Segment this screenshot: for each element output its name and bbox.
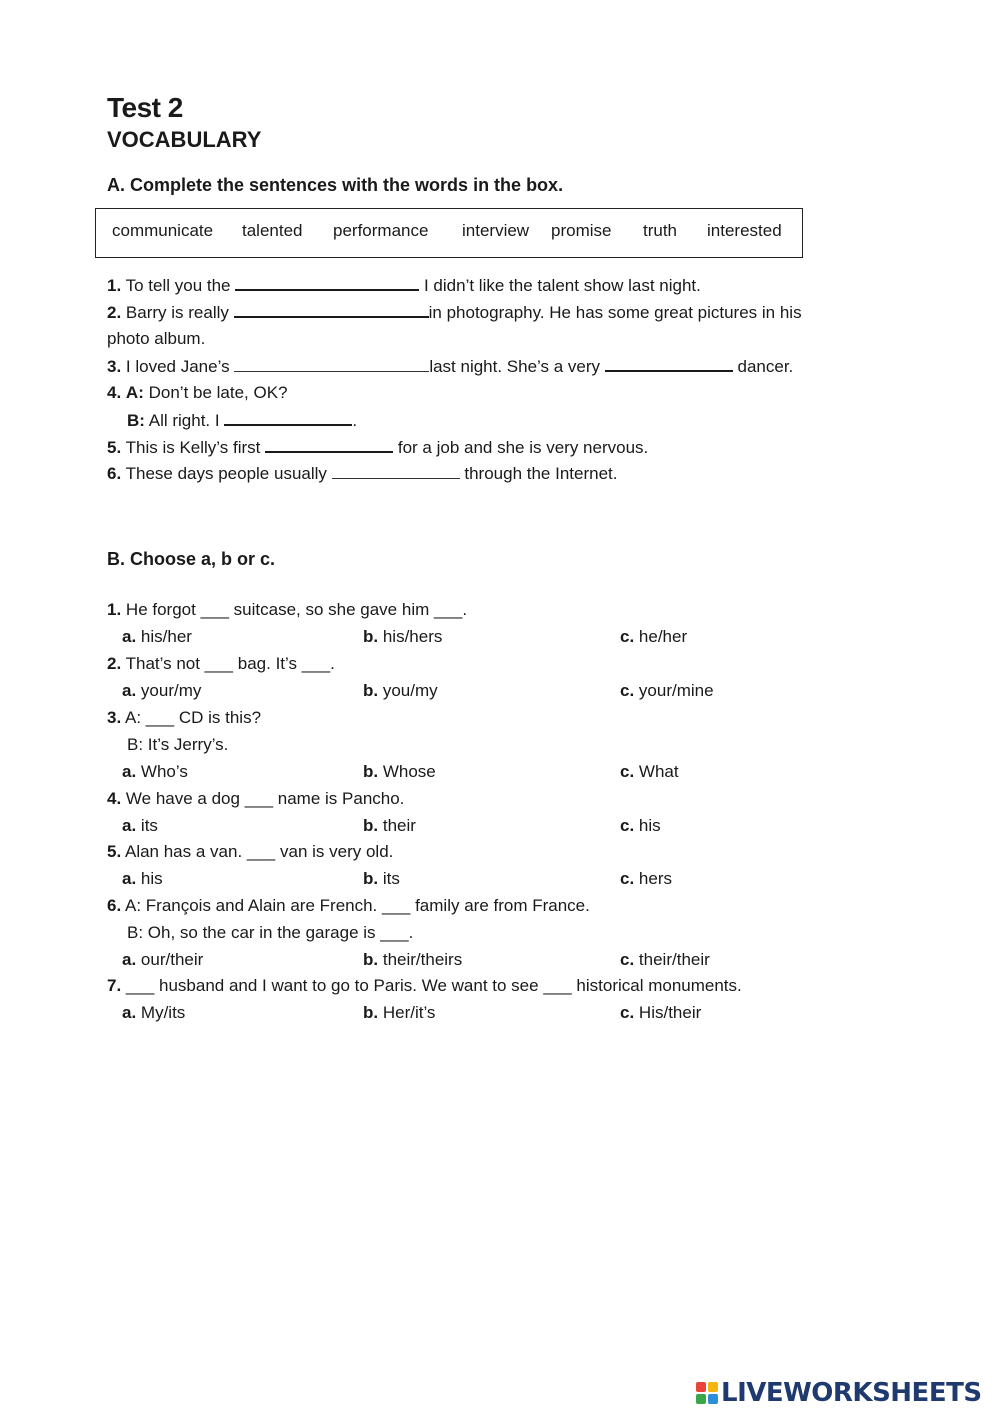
option-c[interactable]: c. What <box>620 762 679 781</box>
option-b[interactable]: b. their <box>363 816 416 835</box>
sentence-a3: 3. I loved Jane’s last night. She’s a very dancer. <box>107 357 794 376</box>
word-box-item: truth <box>643 221 678 240</box>
option-b[interactable]: b. Whose <box>363 762 436 781</box>
option-a[interactable]: a. our/their <box>122 950 204 969</box>
liveworksheets-logo <box>696 1378 982 1408</box>
option-b[interactable]: b. his/hers <box>363 627 443 646</box>
option-b[interactable]: b. their/theirs <box>363 950 463 969</box>
sentence-a6: 6. These days people usually through the Internet. <box>107 464 618 483</box>
option-c[interactable]: c. hers <box>620 869 672 888</box>
option-a[interactable]: a. his <box>122 869 163 888</box>
page-title: Test 2 <box>107 92 183 123</box>
answer-blank[interactable] <box>265 437 393 453</box>
word-box-item: promise <box>551 221 612 240</box>
question-5: 5. Alan has a van. ___ van is very old. <box>107 842 394 861</box>
sentence-a2: 2. Barry is really in photography. He has some great pictures in his <box>107 303 802 322</box>
question-3: 3. A: ___ CD is this? <box>107 708 262 727</box>
answer-blank[interactable] <box>224 410 352 426</box>
sentence-a2-continued: photo album. <box>107 329 206 348</box>
answer-blank[interactable] <box>234 302 429 318</box>
option-b[interactable]: b. Her/it’s <box>363 1003 436 1022</box>
option-a[interactable]: a. its <box>122 816 158 835</box>
answer-blank[interactable] <box>235 275 419 291</box>
question-3-line-b: B: It’s Jerry’s. <box>127 735 229 754</box>
answer-blank[interactable] <box>332 464 460 479</box>
option-a[interactable]: a. your/my <box>122 681 202 700</box>
word-box-item: communicate <box>112 221 214 240</box>
word-box-item: interview <box>462 221 530 240</box>
answer-blank[interactable] <box>605 356 733 372</box>
option-a[interactable]: a. Who’s <box>122 762 188 781</box>
option-b[interactable]: b. you/my <box>363 681 438 700</box>
question-6-line-b: B: Oh, so the car in the garage is ___. <box>127 923 414 942</box>
section-b-heading: B. Choose a, b or c. <box>107 549 276 569</box>
option-c[interactable]: c. their/their <box>620 950 710 969</box>
brand-name: LIVEWORKSHEETS <box>721 1378 982 1408</box>
sentence-a1: 1. To tell you the I didn’t like the talent show last night. <box>107 276 701 295</box>
option-a[interactable]: a. My/its <box>122 1003 186 1022</box>
question-2: 2. That’s not ___ bag. It’s ___. <box>107 654 335 673</box>
question-1: 1. He forgot ___ suitcase, so she gave him ___. <box>107 600 468 619</box>
page-subtitle: VOCABULARY <box>107 127 262 152</box>
liveworksheets-logo-icon <box>696 1382 718 1404</box>
sentence-a5: 5. This is Kelly’s first for a job and she is very nervous. <box>107 438 649 457</box>
option-c[interactable]: c. His/their <box>620 1003 702 1022</box>
option-b[interactable]: b. its <box>363 869 400 888</box>
word-box-item: talented <box>242 221 303 240</box>
sentence-a4-line-a: 4. A: Don’t be late, OK? <box>107 383 288 402</box>
option-a[interactable]: a. his/her <box>122 627 192 646</box>
section-a-heading: A. Complete the sentences with the words in the box. <box>107 175 564 195</box>
word-box-item: interested <box>707 221 782 240</box>
option-c[interactable]: c. he/her <box>620 627 688 646</box>
option-c[interactable]: c. your/mine <box>620 681 714 700</box>
word-box-item: performance <box>333 221 429 240</box>
sentence-a4-line-b: B: All right. I . <box>127 411 358 430</box>
question-6: 6. A: François and Alain are French. ___ family are from France. <box>107 896 590 915</box>
question-4: 4. We have a dog ___ name is Pancho. <box>107 789 405 808</box>
option-c[interactable]: c. his <box>620 816 661 835</box>
question-7: 7. ___ husband and I want to go to Paris. We want to see ___ historical monuments. <box>107 976 742 995</box>
answer-blank[interactable] <box>234 357 429 372</box>
